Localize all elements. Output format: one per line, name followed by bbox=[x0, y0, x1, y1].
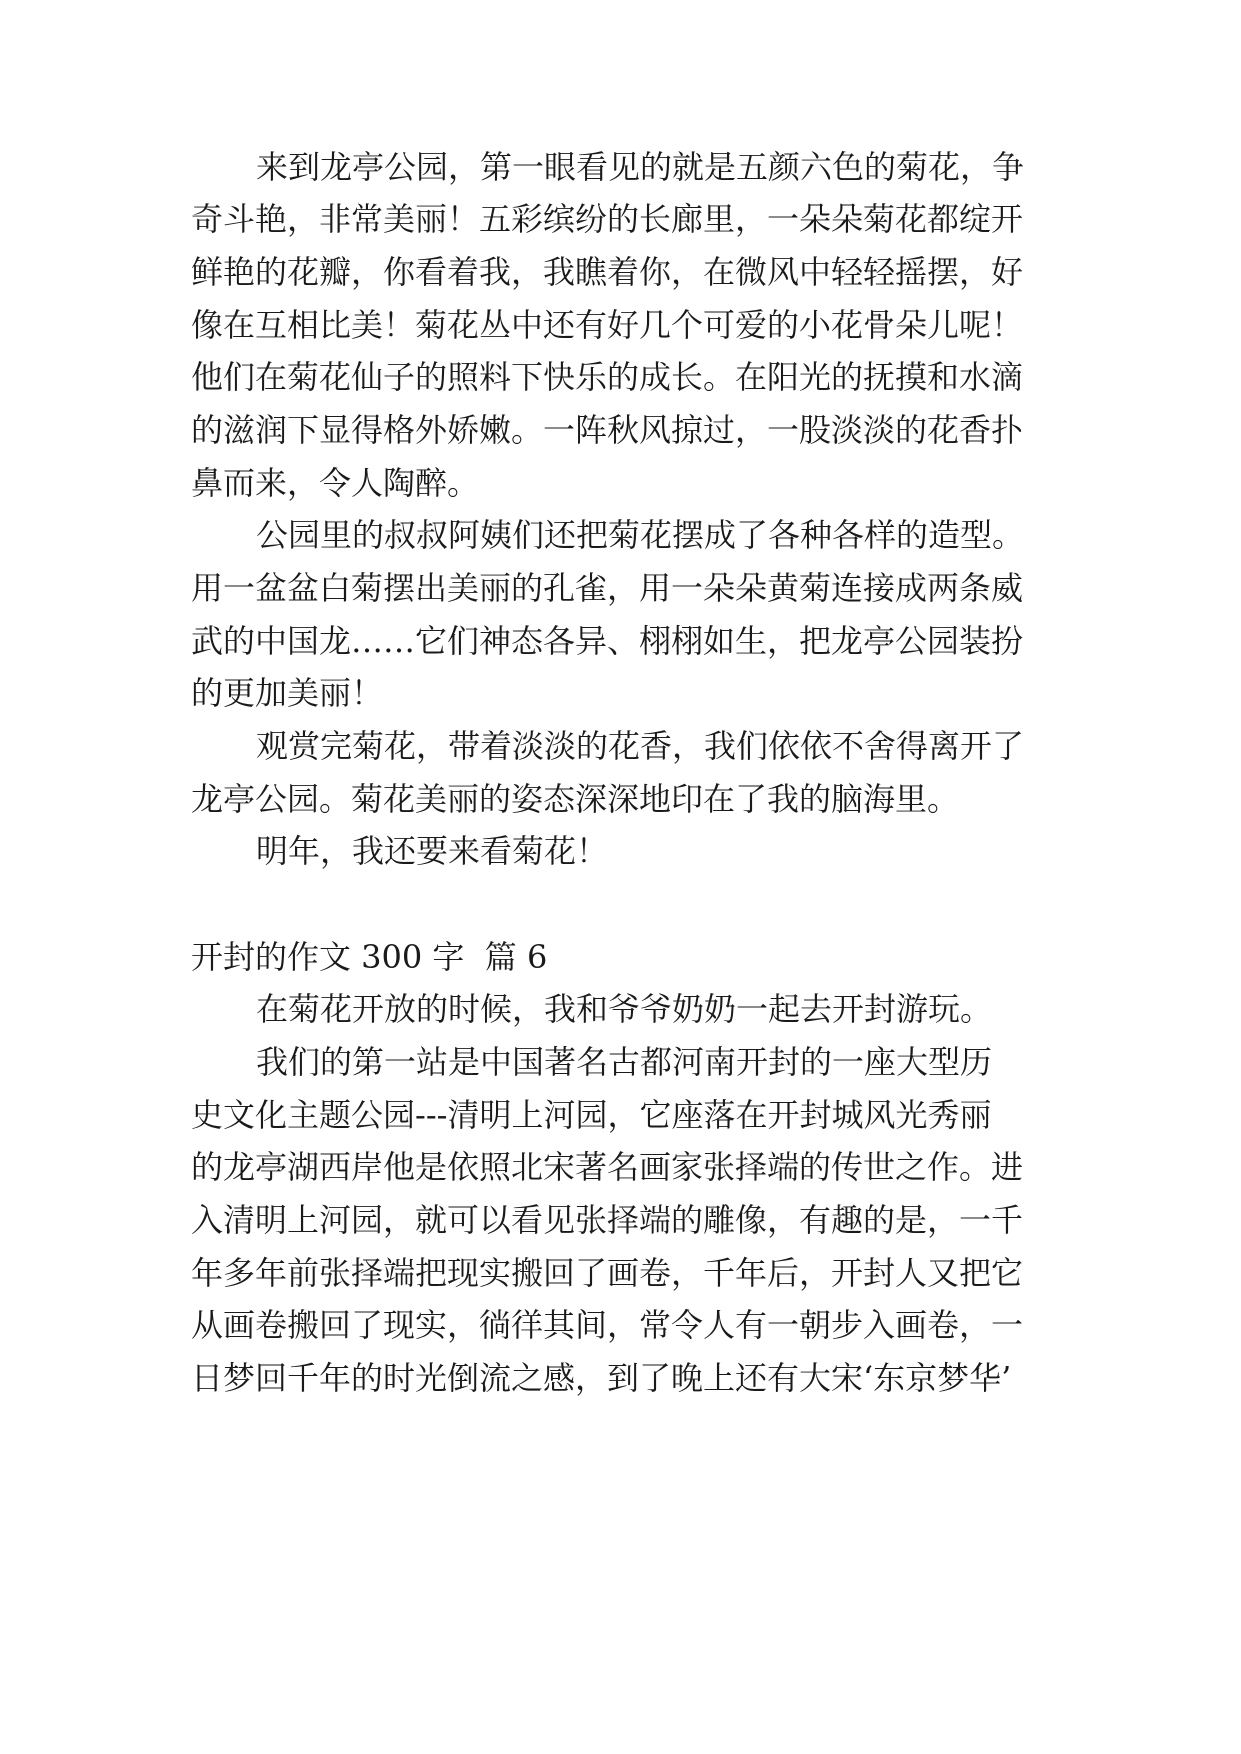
paragraph-line: 武的中国龙……它们神态各异、栩栩如生，把龙亭公园装扮 bbox=[191, 622, 1024, 660]
section-heading: 开封的作文 300 字 篇 6 bbox=[191, 938, 548, 976]
paragraph-line: 鲜艳的花瓣，你看着我，我瞧着你，在微风中轻轻摇摆，好 bbox=[191, 253, 1024, 291]
paragraph-line: 史文化主题公园---清明上河园，它座落在开封城风光秀丽 bbox=[191, 1096, 992, 1134]
paragraph-line: 来到龙亭公园，第一眼看见的就是五颜六色的菊花，争 bbox=[256, 148, 1025, 186]
paragraph-line: 明年，我还要来看菊花！ bbox=[256, 832, 609, 870]
paragraph-line: 公园里的叔叔阿姨们还把菊花摆成了各种各样的造型。 bbox=[256, 516, 1025, 554]
paragraph-line: 鼻而来，令人陶醉。 bbox=[191, 464, 480, 502]
paragraph-line: 我们的第一站是中国著名古都河南开封的一座大型历 bbox=[256, 1043, 993, 1081]
paragraph-line: 观赏完菊花，带着淡淡的花香，我们依依不舍得离开了 bbox=[256, 727, 1025, 765]
paragraph-line: 用一盆盆白菊摆出美丽的孔雀，用一朵朵黄菊连接成两条威 bbox=[191, 569, 1024, 607]
paragraph-line: 他们在菊花仙子的照料下快乐的成长。在阳光的抚摸和水滴 bbox=[191, 358, 1024, 396]
paragraph-line: 从画卷搬回了现实，徜徉其间，常令人有一朝步入画卷，一 bbox=[191, 1306, 1024, 1344]
paragraph-line: 龙亭公园。菊花美丽的姿态深深地印在了我的脑海里。 bbox=[191, 780, 960, 818]
paragraph-line: 的龙亭湖西岸他是依照北宋著名画家张择端的传世之作。进 bbox=[191, 1148, 1024, 1186]
paragraph-line: 日梦回千年的时光倒流之感，到了晚上还有大宋‘东京梦华’ bbox=[191, 1359, 1012, 1397]
paragraph-line: 像在互相比美！菊花丛中还有好几个可爱的小花骨朵儿呢！ bbox=[191, 306, 1024, 344]
paragraph-line: 入清明上河园，就可以看见张择端的雕像，有趣的是，一千 bbox=[191, 1201, 1024, 1239]
paragraph-line: 年多年前张择端把现实搬回了画卷，千年后，开封人又把它 bbox=[191, 1254, 1024, 1292]
paragraph-line: 奇斗艳，非常美丽！五彩缤纷的长廊里，一朵朵菊花都绽开 bbox=[191, 200, 1024, 238]
paragraph-line: 的滋润下显得格外娇嫩。一阵秋风掠过，一股淡淡的花香扑 bbox=[191, 411, 1024, 449]
paragraph-line: 在菊花开放的时候，我和爷爷奶奶一起去开封游玩。 bbox=[256, 990, 993, 1028]
paragraph-line: 的更加美丽！ bbox=[191, 674, 384, 712]
